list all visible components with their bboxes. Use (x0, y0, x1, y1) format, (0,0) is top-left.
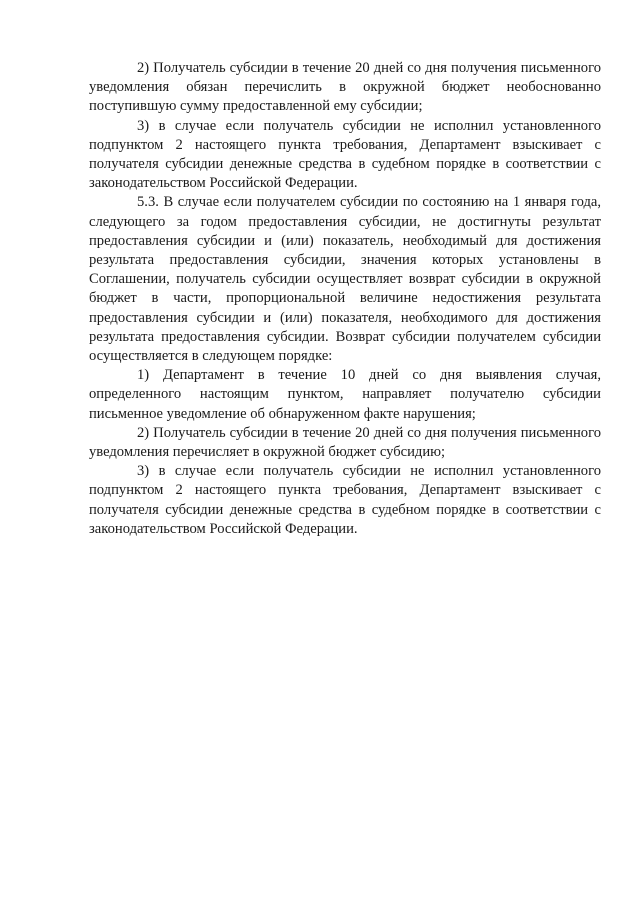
paragraph-item-2-transfer: 2) Получатель субсидии в течение 20 дней со дня получения письменного уведомления перечисляет в окружной бюджет субсидию; (89, 424, 601, 461)
paragraph-item-2-refund: 2) Получатель субсидии в течение 20 дней со дня получения письменного уведомления обязан перечислить в окружной бюджет необоснованно поступившую сумму предоставленной ему субсидии; (89, 60, 601, 115)
paragraph-item-1-notification: 1) Департамент в течение 10 дней со дня выявления случая, определенного настоящим пунктом, направляет получателю субсидии письменное уведомление об обнаруженном факте нарушения; (89, 367, 601, 422)
paragraph-item-3-court-recovery: 3) в случае если получатель субсидии не исполнил установленного подпунктом 2 настоящего пункта требования, Департамент взыскивает с получателя субсидии денежные средства в судебном порядке в соответствии с законодательством Российской Федерации. (89, 117, 601, 192)
document-page (89, 59, 601, 539)
paragraph-clause-5-3: 5.3. В случае если получателем субсидии по состоянию на 1 января года, следующего за годом предоставления субсидии, не достигнуты результат предоставления субсидии и (или) показатель, необходимый для достижения результата предоставления субсидии, значения которых установлены в Соглашении, получатель субсидии осуществляет возврат субсидии в окружной бюджет в части, пропорциональной величине недостижения результата предоставления субсидии и (или) показателя, необходимого для достижения результата предоставления субсидии. Возврат субсидии получателем субсидии осуществляется в следующем порядке: (89, 194, 601, 365)
paragraph-item-3-court-recovery-final: 3) в случае если получатель субсидии не исполнил установленного подпунктом 2 настоящего пункта требования, Департамент взыскивает с получателя субсидии денежные средства в судебном порядке в соответствии с законодательством Российской Федерации. (89, 463, 601, 537)
